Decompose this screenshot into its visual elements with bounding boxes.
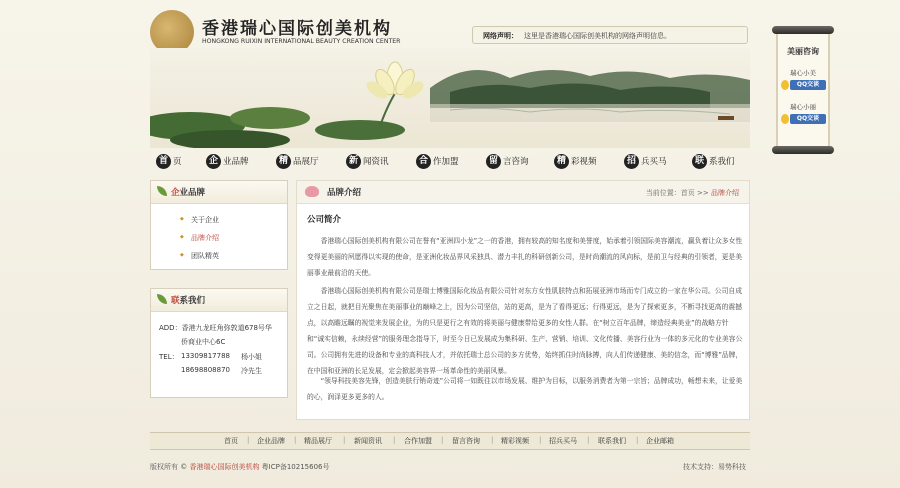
footer-link-contact[interactable]: 联系我们: [598, 437, 626, 445]
page-title: 品牌介绍: [327, 188, 362, 198]
network-notice: [472, 26, 748, 44]
qq-chat-button-2[interactable]: QQ交谈: [790, 114, 826, 124]
footer-separator: |: [343, 436, 346, 444]
footer-link-message[interactable]: 留言咨询: [452, 437, 480, 445]
nav-label: 系我们: [709, 157, 735, 167]
nav-label: 业品牌: [223, 157, 249, 167]
leaf-icon: [157, 294, 167, 304]
nav-showroom[interactable]: [276, 153, 319, 169]
notice-text: 这里是香港瑞心国际创美机构的网络声明信息。: [524, 32, 671, 40]
title-first-char: 企: [171, 188, 180, 198]
nav-news[interactable]: [346, 153, 389, 169]
sidebar-item-about[interactable]: ◆ 关于企业: [191, 215, 219, 225]
consult-person-2: 瑞心小丽: [790, 103, 816, 111]
section-title: 公司简介: [307, 215, 342, 225]
scroll-rod-top: [772, 26, 834, 34]
consult-person-1: 瑞心小美: [790, 69, 816, 77]
footer-link-news[interactable]: 新闻资讯: [354, 437, 382, 445]
footer-separator: |: [393, 436, 396, 444]
sidebar-header: [151, 289, 287, 312]
tech-support: 技术支持：易势科技: [683, 463, 746, 471]
nav-franchise[interactable]: [416, 153, 459, 169]
breadcrumb: [646, 188, 739, 198]
footer-separator: |: [247, 436, 250, 444]
sidebar-item-team[interactable]: ◆ 团队精英: [191, 251, 219, 261]
sidebar-header: [151, 181, 287, 204]
sidebar-title: [171, 294, 205, 306]
notice-label: 网络声明：: [483, 32, 518, 40]
nav-glyph-icon: 招: [624, 154, 639, 169]
intro-paragraph-3: “领导科技美容先锋，创造美肤行销奇迹”公司将一如既往以市场发展、维护为目标，以服务消费者为第一宗旨；品牌成功，畅想未来，让爱美的心，润泽更多更多的人。: [307, 377, 743, 401]
nav-glyph-icon: 首: [156, 154, 171, 169]
contact-tel-1: 13309817788: [181, 352, 230, 360]
contact-tel-label: TEL：: [159, 353, 179, 361]
nav-label: 页: [173, 157, 182, 167]
nav-glyph-icon: 合: [416, 154, 431, 169]
nav-glyph-icon: 联: [692, 154, 707, 169]
copyright-company-link[interactable]: 香港瑞心国际创美机构: [189, 463, 260, 471]
sidebar-item-brand-intro[interactable]: ◆ 品牌介绍: [191, 233, 219, 243]
lotus-icon: [305, 186, 319, 197]
leaf-icon: [157, 186, 167, 196]
contact-tel-2: 18698808870: [181, 366, 230, 374]
footer-link-brand[interactable]: 企业品牌: [257, 437, 285, 445]
nav-video[interactable]: [554, 153, 597, 169]
sidebar-title: [171, 186, 205, 198]
nav-label: 兵买马: [641, 157, 667, 167]
consult-widget: [772, 26, 834, 154]
nav-glyph-icon: 留: [486, 154, 501, 169]
banner-image: [150, 48, 750, 148]
footer-separator: |: [294, 436, 297, 444]
consult-title: 美丽咨询: [787, 47, 819, 56]
contact-address: ADD：香港九龙旺角弥敦道678号华: [159, 324, 272, 332]
footer-separator: |: [491, 436, 494, 444]
contact-person-2: 冷先生: [241, 367, 262, 375]
nav-glyph-icon: 精: [554, 154, 569, 169]
title-rest: 系我们: [179, 296, 206, 306]
copyright-prefix: 版权所有 ©: [150, 463, 190, 471]
nav-message[interactable]: [486, 153, 529, 169]
footer-separator: |: [636, 436, 639, 444]
nav-brand[interactable]: [206, 153, 249, 169]
brand-sidebar: [150, 180, 288, 270]
footer-link-recruit[interactable]: 招兵买马: [549, 437, 577, 445]
icp-number: 粤ICP备10215606号: [259, 463, 330, 471]
footer-link-home[interactable]: 首页: [224, 437, 238, 445]
intro-paragraph-2: 香港瑞心国际创美机构有限公司是瑞士博雅国际化妆品有限公司针对东方女性肌肤特点和拓展亚洲市场而专门成立的一家在华公司。公司自成立之日起，就把目光聚焦在美丽事业的巅峰之上，因为公司坚信，站的更高，是为了看得更远；行得更远，是为了探索更多，不断寻找更高的震撼点，以高瞻远瞩的视觉来发展企业，为的只是更行之有效的将美丽与健康带给更多的女性人群。在“树立百年品牌，缔造经典美业”的战略方针和“诚实信赖，永续经营”的服务理念指导下，时至今日已发展成为集科研、生产、营销、培训、文化传播、美容行业为一体的多元化的专业美容公司。公司拥有先进的设备和专业的高科技人才，并依托瑞士总公司的多方优势，始终抓住时尚脉搏，向人们传递健康、美的信念，而“博雅”品牌，在中国和亚洲的长足发展，定会掀起美容界一场革命性的美丽风暴。: [307, 287, 743, 375]
copyright: [150, 462, 329, 472]
nav-label: 品展厅: [293, 157, 319, 167]
breadcrumb-current: 品牌介绍: [711, 189, 739, 197]
nav-glyph-icon: 精: [276, 154, 291, 169]
nav-label: 作加盟: [433, 157, 459, 167]
lotus-landscape-illustration: [150, 48, 750, 148]
footer-separator: |: [587, 436, 590, 444]
contact-person-1: 杨小姐: [241, 353, 262, 361]
main-nav: [150, 150, 750, 172]
content-header: [297, 181, 749, 204]
breadcrumb-prefix[interactable]: 当前位置：首页 >>: [645, 189, 711, 197]
main-content: [296, 180, 750, 420]
footer-separator: |: [441, 436, 444, 444]
contact-sidebar: [150, 288, 288, 398]
intro-paragraph-1: 香港瑞心国际创美机构有限公司在誉有“亚洲四小龙”之一的香港，拥有较高的知名度和美誉度，始承着引领国际美容潮流，赢负着让众多女性变得更美丽的夙愿得以实现的使命，是亚洲化妆品界风采独具、潜力丰扎的科研创新公司，是时尚潮流的风向标，是前卫与经典的引领者，更是美丽事业最前沿的天使。: [307, 237, 743, 277]
nav-glyph-icon: 新: [346, 154, 361, 169]
site-subtitle: HONGKONG RUIXIN INTERNATIONAL BEAUTY CREATION CENTER: [202, 38, 401, 45]
title-first-char: 联: [171, 296, 180, 306]
footer-separator: |: [539, 436, 542, 444]
nav-recruit[interactable]: [624, 153, 667, 169]
footer-nav: [150, 432, 750, 450]
footer-link-video[interactable]: 精彩视频: [501, 437, 529, 445]
scroll-rod-bottom: [772, 146, 834, 154]
nav-home[interactable]: [156, 153, 182, 169]
contact-address-cont: 侨商业中心6C: [181, 338, 226, 346]
footer-link-mail[interactable]: 企业邮箱: [646, 437, 674, 445]
nav-label: 言咨询: [503, 157, 529, 167]
title-rest: 业品牌: [179, 188, 206, 198]
nav-contact[interactable]: [692, 153, 735, 169]
nav-label: 闻资讯: [363, 157, 389, 167]
footer-link-franchise[interactable]: 合作加盟: [404, 437, 432, 445]
site-title: 香港瑞心国际创美机构: [202, 19, 392, 39]
footer-link-showroom[interactable]: 精品展厅: [304, 437, 332, 445]
nav-label: 彩视频: [571, 157, 597, 167]
nav-glyph-icon: 企: [206, 154, 221, 169]
qq-chat-button-1[interactable]: QQ交谈: [790, 80, 826, 90]
